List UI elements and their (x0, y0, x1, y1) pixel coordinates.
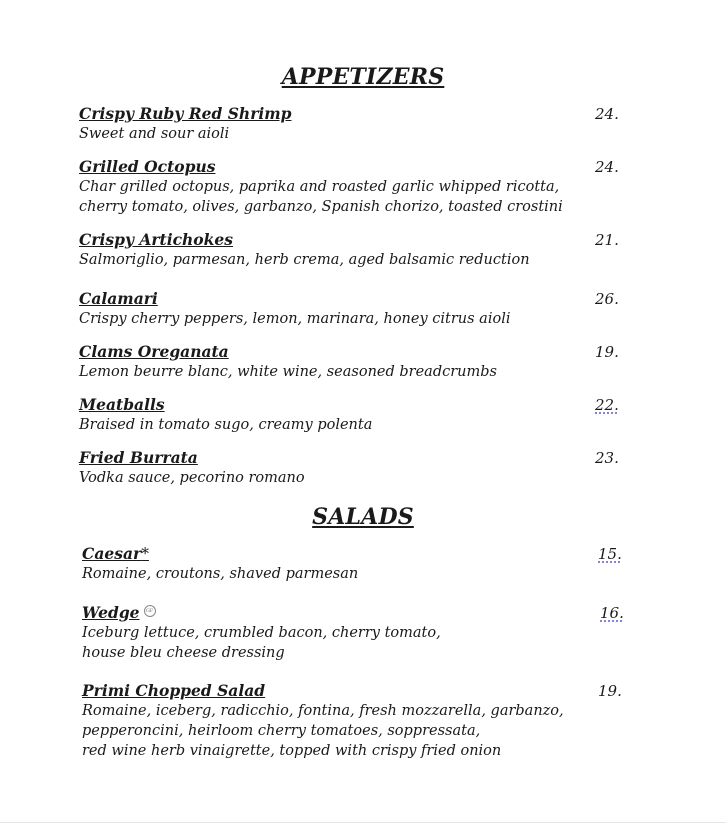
item-name: Grilled Octopus (79, 157, 216, 176)
item-name (82, 603, 441, 623)
item-price: 16. (600, 604, 624, 622)
item-description: Sweet and sour aioli (79, 126, 230, 142)
item-name (82, 544, 358, 564)
item-description: pepperoncini, heirloom cherry tomatoes, soppressata, (82, 723, 481, 739)
item-name-text: Wedge (82, 603, 140, 622)
item-name: Meatballs (79, 395, 165, 414)
item-name: Fried Burrata (79, 448, 198, 467)
gluten-free-icon: GF (144, 605, 156, 617)
item-description: Crispy cherry peppers, lemon, marinara, honey citrus aioli (79, 311, 511, 327)
menu-item-primi-chopped-salad (82, 681, 564, 761)
menu-item-meatballs (79, 395, 372, 435)
item-name: Calamari (79, 289, 158, 308)
menu-item-calamari (79, 289, 510, 329)
item-name: Crispy Artichokes (79, 230, 233, 249)
menu-item-clams-oreganata (79, 342, 497, 382)
item-description: Salmoriglio, parmesan, herb crema, aged balsamic reduction (79, 252, 530, 268)
menu-item-caesar (82, 544, 358, 584)
item-price: 21. (595, 231, 619, 249)
salads-heading: SALADS (312, 504, 414, 530)
item-description: Char grilled octopus, paprika and roasted garlic whipped ricotta, (79, 179, 560, 195)
item-description: Romaine, iceberg, radicchio, fontina, fresh mozzarella, garbanzo, (82, 703, 564, 719)
item-price: 24. (595, 158, 619, 176)
appetizers-heading: APPETIZERS (281, 64, 445, 90)
item-name: Primi Chopped Salad (82, 681, 266, 700)
item-description: red wine herb vinaigrette, topped with crispy fried onion (82, 743, 502, 759)
item-description: Lemon beurre blanc, white wine, seasoned breadcrumbs (79, 364, 497, 380)
menu-item-grilled-octopus (79, 157, 563, 217)
item-price: 19. (595, 343, 619, 361)
item-price: 15. (598, 545, 622, 563)
item-price: 23. (595, 449, 619, 467)
item-price: 24. (595, 105, 619, 123)
menu-item-crispy-ruby-red-shrimp (79, 104, 291, 144)
item-description: cherry tomato, olives, garbanzo, Spanish chorizo, toasted crostini (79, 199, 563, 215)
menu-item-crispy-artichokes (79, 230, 530, 270)
item-name-text: Caesar (82, 544, 142, 563)
item-name: Crispy Ruby Red Shrimp (79, 104, 292, 123)
item-description: Vodka sauce, pecorino romano (79, 470, 305, 486)
menu-item-wedge (82, 603, 441, 663)
page-bottom-divider (0, 822, 726, 823)
item-name-suffix: * (141, 545, 149, 563)
item-price: 19. (598, 682, 622, 700)
item-description: house bleu cheese dressing (82, 645, 285, 661)
item-price: 22. (595, 396, 619, 414)
item-description: Iceburg lettuce, crumbled bacon, cherry tomato, (82, 625, 441, 641)
item-description: Braised in tomato sugo, creamy polenta (79, 417, 373, 433)
menu-item-fried-burrata (79, 448, 305, 488)
item-description: Romaine, croutons, shaved parmesan (82, 566, 359, 582)
item-price: 26. (595, 290, 619, 308)
item-name: Clams Oreganata (79, 342, 229, 361)
